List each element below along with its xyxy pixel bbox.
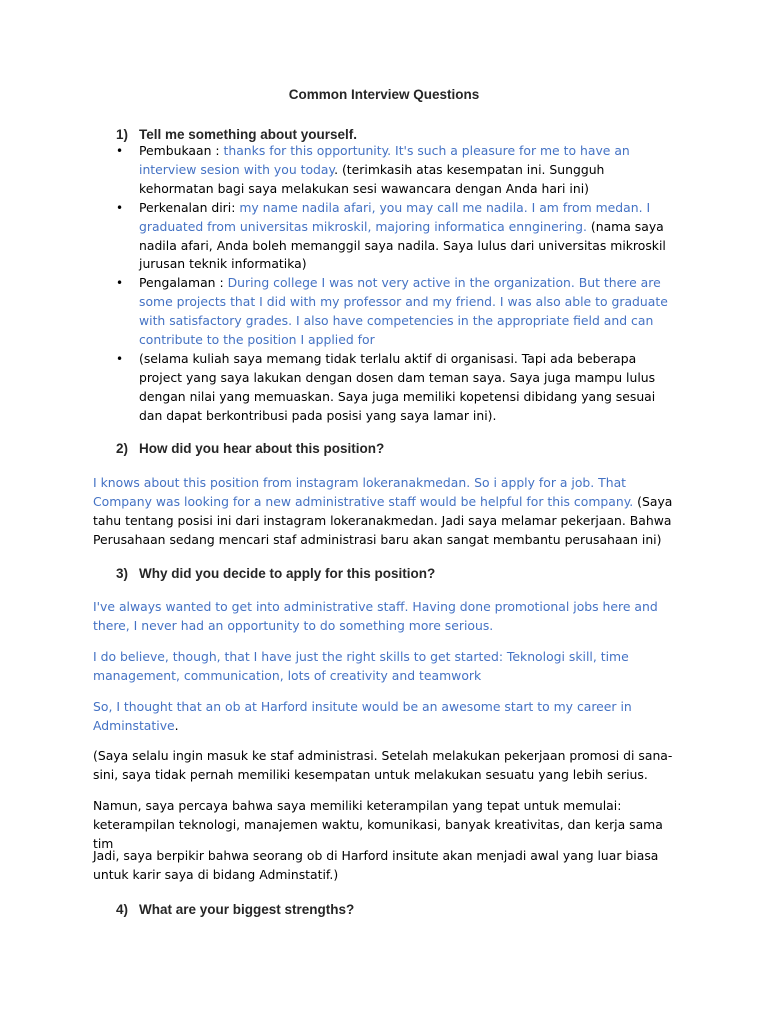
question-3-paragraph-5: Namun, saya percaya bahwa saya memiliki keterampilan yang tepat untuk memulai: keterampilan teknologi, manajemen waktu, komunikasi, banyak kreativitas, dan kerja sama tim (93, 798, 663, 851)
question-number: 4) (116, 902, 129, 917)
question-3-paragraph-1: I've always wanted to get into administrative staff. Having done promotional jobs here and there, I never had an opportunity to do something more serious. (93, 599, 658, 633)
document-title: Common Interview Questions (288, 87, 480, 102)
question-number: 1) (116, 127, 129, 142)
indonesian-translation: (nama saya nadila afari, Anda boleh memanggil saya nadila. Saya lulus dari universitas mikroskil jurusan teknik informatika) (139, 218, 666, 272)
question-1-heading (116, 127, 357, 142)
bullet-dot: • (116, 351, 124, 366)
question-2-heading (116, 441, 384, 456)
question-3-paragraph-2: I do believe, though, that I have just the right skills to get started: Teknologi skill, time management, communication, lots of creativity and teamwork (93, 649, 629, 683)
indonesian-translation: (selama kuliah saya memang tidak terlalu aktif di organisasi. Tapi ada beberapa project yang saya lakukan dengan dosen dam teman saya. Saya juga mampu lulus dengan nilai yang memuaskan. Saya juga memiliki kopetensi dibidang yang sesuai dan dapat berkontribusi pada posisi yang saya lamar ini). (139, 350, 656, 423)
question-3-paragraph-4: (Saya selalu ingin masuk ke staf administrasi. Setelah melakukan pekerjaan promosi di sana-sini, saya tidak pernah memiliki kesempatan untuk melakukan sesuatu yang lebih serius. (93, 748, 673, 782)
bullet-opening (0, 142, 675, 199)
bullet-label: Pembukaan : (139, 143, 224, 158)
bullet-introduction (0, 199, 675, 275)
question-number: 3) (116, 566, 129, 581)
question-text: Tell me something about yourself. (139, 127, 358, 142)
bullet-experience (0, 274, 675, 350)
question-3-paragraph-6: Jadi, saya berpikir bahwa seorang ob di Harford insitute akan menjadi awal yang luar biasa untuk karir saya di bidang Adminstatif.) (93, 848, 659, 882)
question-text: Why did you decide to apply for this position? (139, 566, 436, 581)
bullet-label: Pengalaman : (139, 275, 228, 291)
english-answer: my name nadila afari, you may call me nadila. I am from medan. I graduated from universitas mikroskil, majoring informatica ennginering. (139, 199, 651, 234)
indonesian-translation: . (terimkasih atas kesempatan ini. Sungguh kehormatan bagi saya melakukan sesi wawancara dengan Anda hari ini) (139, 161, 605, 196)
question-2-answer (93, 474, 678, 550)
indonesian-translation: (Saya tahu tentang posisi ini dari instagram lokeranakmedan. Jadi saya melamar pekerjaan. Bahwa Perusahaan sedang mencari staf administrasi baru akan sangat membantu perusahaan ini) (93, 493, 673, 547)
question-number: 2) (116, 441, 129, 456)
bullet-label: Perkenalan diri: (139, 199, 240, 215)
english-answer: I knows about this position from instagram lokeranakmedan. So i apply for a job. That Company was looking for a new administrative staff would be helpful for this company. (93, 475, 634, 509)
english-answer: thanks for this opportunity. It's such a pleasure for me to have an interview sesion with you today (139, 143, 630, 177)
english-answer: During college I was not very active in the organization. But there are some projects that I did with my professor and my friend. I was also able to graduate with satisfactory grades. I also have competencies in the appropriate field and can contribute to the position I applied for (139, 275, 668, 348)
question-1-bullet-list (0, 142, 768, 426)
question-text: What are your biggest strengths? (139, 902, 355, 917)
english-answer: So, I thought that an ob at Harford insitute would be an awesome start to my career in Adminstative (93, 699, 632, 733)
bullet-dot: • (116, 200, 124, 215)
bullet-dot: • (116, 144, 124, 158)
question-4-heading (116, 902, 354, 917)
bullet-experience-translation (0, 350, 675, 426)
question-text: How did you hear about this position? (139, 441, 385, 456)
question-3-heading (116, 566, 435, 581)
question-3-paragraph-3 (93, 698, 678, 736)
bullet-dot: • (116, 276, 124, 291)
paragraph-end: . (174, 717, 179, 733)
